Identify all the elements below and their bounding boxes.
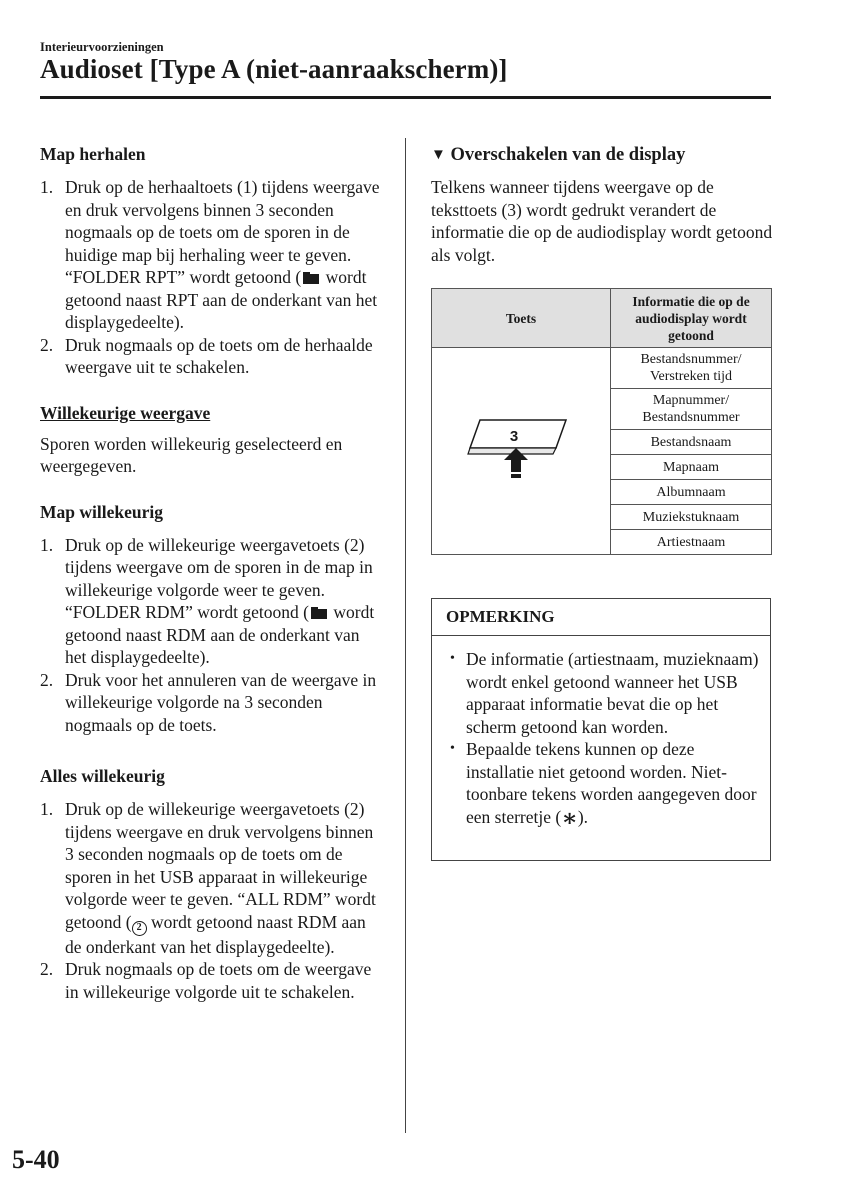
column-divider	[405, 138, 406, 1133]
step-item	[40, 176, 385, 334]
steps-alles-willekeurig	[40, 798, 385, 1003]
table-cell: Bestandsnummer/ Verstreken tijd	[611, 348, 772, 389]
intro-text: Telkens wanneer tijdens weergave op de teksttoets (3) wordt gedrukt verandert de informatie die op de audiodisplay wordt getoond als volgt.	[431, 177, 773, 265]
heading-overschakelen	[431, 142, 773, 168]
press-arrow-base	[511, 474, 521, 478]
step-text: Druk op de herhaaltoets (1) tijdens weergave en druk vervolgens binnen 3 seconden nogmaals op de toets om de sporen in de huidige map bij herhaling weer te geven. “FOLDER RPT” wordt getoond (	[65, 177, 380, 287]
note-item	[446, 738, 760, 832]
note-text-end: ).	[577, 806, 589, 827]
page-number: 5-40	[12, 1145, 60, 1174]
heading-alles-willekeurig: Alles willekeurig	[40, 766, 165, 786]
table-header-row	[432, 289, 772, 348]
heading-text: Overschakelen van de display	[450, 145, 686, 165]
table-cell: Mapnummer/ Bestandsnummer	[611, 389, 772, 430]
folder-icon	[311, 607, 327, 619]
shuffle-icon: 2	[132, 921, 147, 936]
note-heading: OPMERKING	[432, 599, 770, 636]
step-item	[40, 958, 385, 1003]
step-number: 1.	[40, 799, 54, 819]
heading-willekeurige-weergave: Willekeurige weergave	[40, 402, 211, 423]
triangle-down-icon: ▼	[431, 147, 446, 163]
display-info-table	[431, 288, 772, 555]
step-text: Druk op de willekeurige weergavetoets (2) tijdens weergave om de sporen in de map in willekeurige volgorde weer te geven. “FOLDER RDM” wordt getoond (	[65, 534, 373, 622]
section-label: Interieurvoorzieningen	[40, 40, 164, 54]
button-cell	[432, 348, 611, 555]
step-text: Druk op de willekeurige weergavetoets (2) tijdens weergave en druk vervolgens binnen 3 seconden nogmaals op de toets om de sporen in het USB apparaat in willekeurige volgorde weer te geven. “ALL RDM” wordt getoond (	[65, 799, 376, 932]
folder-icon	[303, 272, 319, 284]
table-cell: Muziekstuknaam	[611, 505, 772, 530]
step-number: 1.	[40, 177, 54, 197]
table-header-toets: Toets	[432, 289, 611, 348]
right-column	[431, 142, 773, 555]
table-header-info: Informatie die op de audiodisplay wordt getoond	[611, 289, 772, 348]
table-cell: Mapnaam	[611, 455, 772, 480]
step-text: Druk nogmaals op de toets om de weergave in willekeurige volgorde uit te schakelen.	[65, 959, 372, 1002]
table-cell: Bestandsnaam	[611, 430, 772, 455]
note-item	[446, 648, 760, 738]
page-title: Audioset [Type A (niet-aanraakscherm)]	[40, 54, 508, 84]
heading-map-willekeurig: Map willekeurig	[40, 501, 163, 522]
step-number: 2.	[40, 669, 54, 690]
step-item	[40, 669, 385, 737]
note-text: De informatie (artiestnaam, muzieknaam) wordt enkel getoond wanneer het USB apparaat informatie bevat die op het scherm getoond kan worden.	[466, 649, 759, 737]
step-text: wordt getoond naast RPT aan de onderkant van het displaygedeelte).	[65, 267, 378, 332]
step-text: Druk voor het annuleren van de weergave in willekeurige volgorde na 3 seconden nogmaals op de toets.	[65, 669, 377, 735]
heading-map-herhalen: Map herhalen	[40, 144, 146, 164]
table-row	[432, 348, 772, 389]
step-item	[40, 334, 385, 379]
step-text: wordt getoond naast RDM aan de onderkant van het displaygedeelte).	[65, 602, 375, 667]
bullet-icon: •	[450, 651, 455, 666]
willekeurige-text: Sporen worden willekeurig geselecteerd en weergegeven.	[40, 433, 343, 476]
left-column	[40, 142, 385, 1003]
table-cell: Albumnaam	[611, 480, 772, 505]
step-text: Druk nogmaals op de toets om de herhaalde weergave uit te schakelen.	[65, 334, 373, 377]
note-list	[432, 636, 770, 832]
title-rule	[40, 96, 771, 99]
table-cell: Artiestnaam	[611, 530, 772, 555]
text-button-illustration	[466, 414, 576, 484]
asterisk-icon: ∗	[561, 805, 578, 832]
note-box	[431, 598, 771, 861]
step-number: 2.	[40, 334, 54, 355]
steps-map-herhalen	[40, 176, 385, 379]
step-item	[40, 798, 385, 958]
steps-map-willekeurig	[40, 534, 385, 737]
bullet-icon: •	[450, 741, 455, 756]
button-label: 3	[509, 427, 519, 445]
step-item	[40, 534, 385, 669]
step-number: 1.	[40, 534, 54, 555]
note-text: Bepaalde tekens kunnen op deze installatie niet getoond worden. Niet-toonbare tekens worden aangegeven door een sterretje (	[466, 739, 757, 827]
step-text: wordt getoond naast RDM aan de onderkant van het displaygedeelte).	[65, 911, 366, 957]
step-number: 2.	[40, 959, 54, 979]
